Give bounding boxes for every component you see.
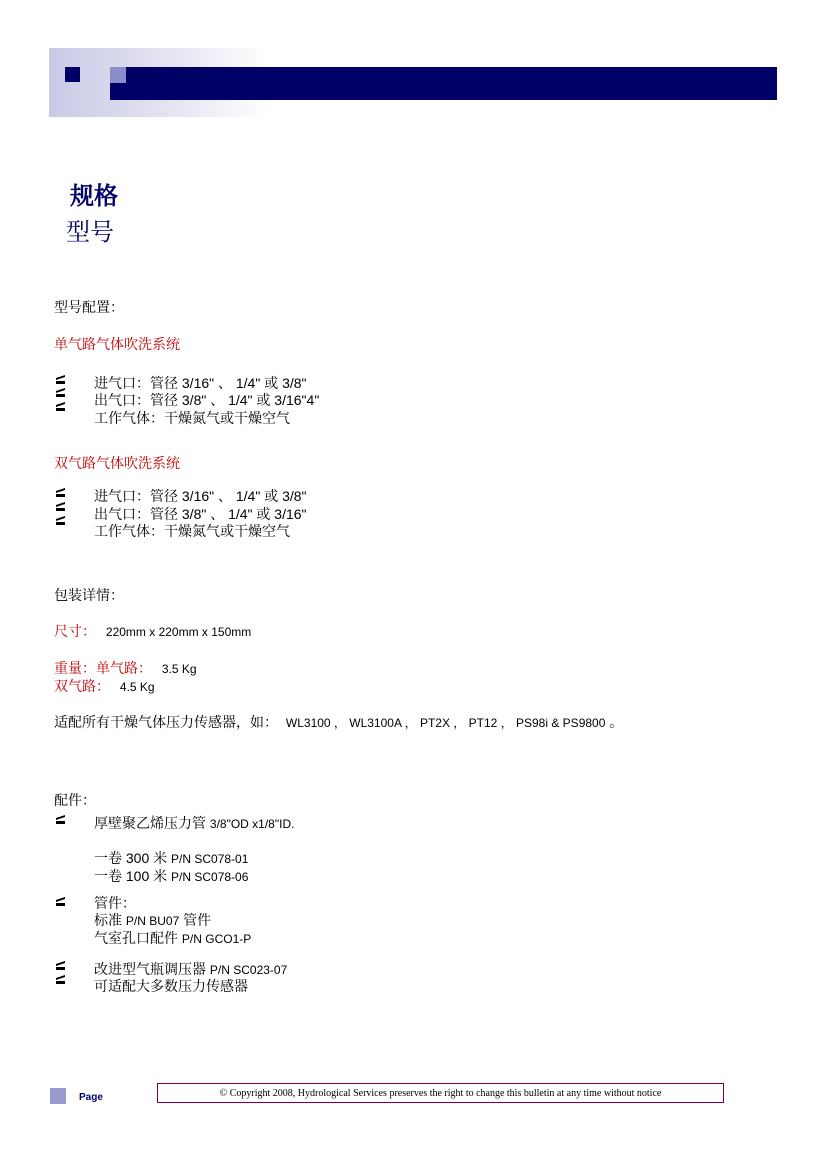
size-row bbox=[54, 622, 251, 641]
bullet-icon bbox=[55, 896, 66, 907]
tube-spec: 3/8"OD x1/8"ID. bbox=[209, 817, 295, 831]
list-item: 工作气体：干燥氮气或干燥空气 bbox=[94, 523, 290, 539]
list-item: 工作气体：干燥氮气或干燥空气 bbox=[94, 410, 290, 426]
bullet-icon bbox=[55, 374, 66, 385]
bullet-icon bbox=[55, 814, 66, 825]
packaging-label: 包装详情： bbox=[54, 587, 124, 603]
bullet-icon bbox=[55, 515, 66, 526]
single-system-heading: 单气路气体吹洗系统 bbox=[54, 336, 180, 352]
adapter-line: 可适配大多数压力传感器 bbox=[94, 978, 248, 994]
compat-models: WL3100 ， WL3100A ， PT2X ， PT12 ， PS98i & PS9800 bbox=[285, 716, 606, 730]
bullet-icon bbox=[55, 974, 66, 985]
compat-line bbox=[54, 713, 623, 732]
accessories-label: 配件： bbox=[54, 792, 96, 808]
fitting-standard-label: 标准 bbox=[94, 912, 122, 928]
tube-line bbox=[94, 814, 294, 833]
footer-square bbox=[50, 1088, 66, 1104]
weight-single-row bbox=[54, 659, 197, 678]
dual-system-heading: 双气路气体吹洗系统 bbox=[54, 455, 180, 471]
fitting-standard-suffix: 管件 bbox=[183, 912, 212, 928]
roll-100-pn: P/N SC078-06 bbox=[171, 870, 249, 884]
footer-copyright: © Copyright 2008, Hydrological Services preserves the right to change this bulletin at any time without notice bbox=[157, 1083, 724, 1103]
fitting-standard-pn: P/N BU07 bbox=[125, 914, 180, 928]
list-item: 出气口：管径 3/8" 、 1/4" 或 3/16" bbox=[94, 506, 307, 522]
tube-title: 厚壁聚乙烯压力管 bbox=[94, 815, 206, 831]
fitting-orifice bbox=[94, 929, 251, 948]
roll-300 bbox=[94, 849, 248, 868]
list-item: 进气口：管径 3/16" 、 1/4" 或 3/8" bbox=[94, 375, 307, 391]
compat-suffix: 。 bbox=[609, 714, 624, 730]
size-value: 220mm x 220mm x 150mm bbox=[105, 625, 252, 639]
model-config-label: 型号配置： bbox=[54, 299, 124, 315]
weight-dual-label: 双气路： bbox=[54, 678, 110, 694]
weight-single-value: 3.5 Kg bbox=[161, 662, 197, 676]
bullet-icon bbox=[55, 501, 66, 512]
page-subtitle: 型号 bbox=[66, 219, 114, 246]
compat-prefix: 适配所有干燥气体压力传感器，如： bbox=[54, 714, 278, 730]
bullet-icon bbox=[55, 401, 66, 412]
list-item: 出气口：管径 3/8" 、 1/4" 或 3/16"4" bbox=[94, 392, 320, 408]
roll-100-label: 一卷 100 米 bbox=[94, 868, 168, 884]
roll-100 bbox=[94, 867, 248, 886]
weight-dual-row bbox=[54, 677, 155, 696]
fittings-label: 管件： bbox=[94, 895, 136, 911]
roll-300-pn: P/N SC078-01 bbox=[171, 852, 249, 866]
header-bar bbox=[110, 67, 777, 100]
fitting-orifice-pn: P/N GCO1-P bbox=[181, 932, 252, 946]
weight-dual-value: 4.5 Kg bbox=[119, 680, 155, 694]
bullet-icon bbox=[55, 487, 66, 498]
fitting-orifice-label: 气室孔口配件 bbox=[94, 930, 178, 946]
header-square-light bbox=[110, 67, 126, 83]
regulator-label: 改进型气瓶调压器 bbox=[94, 961, 206, 977]
page-title: 规格 bbox=[70, 183, 118, 210]
weight-single-label: 重量：单气路： bbox=[54, 660, 152, 676]
regulator-pn: P/N SC023-07 bbox=[209, 963, 288, 977]
fitting-standard bbox=[94, 911, 211, 930]
roll-300-label: 一卷 300 米 bbox=[94, 850, 168, 866]
bullet-icon bbox=[55, 960, 66, 971]
bullet-icon bbox=[55, 387, 66, 398]
size-label: 尺寸： bbox=[54, 623, 96, 639]
list-item: 进气口：管径 3/16" 、 1/4" 或 3/8" bbox=[94, 488, 307, 504]
header-square-dark bbox=[65, 67, 80, 82]
footer-page-label: Page bbox=[79, 1092, 103, 1103]
